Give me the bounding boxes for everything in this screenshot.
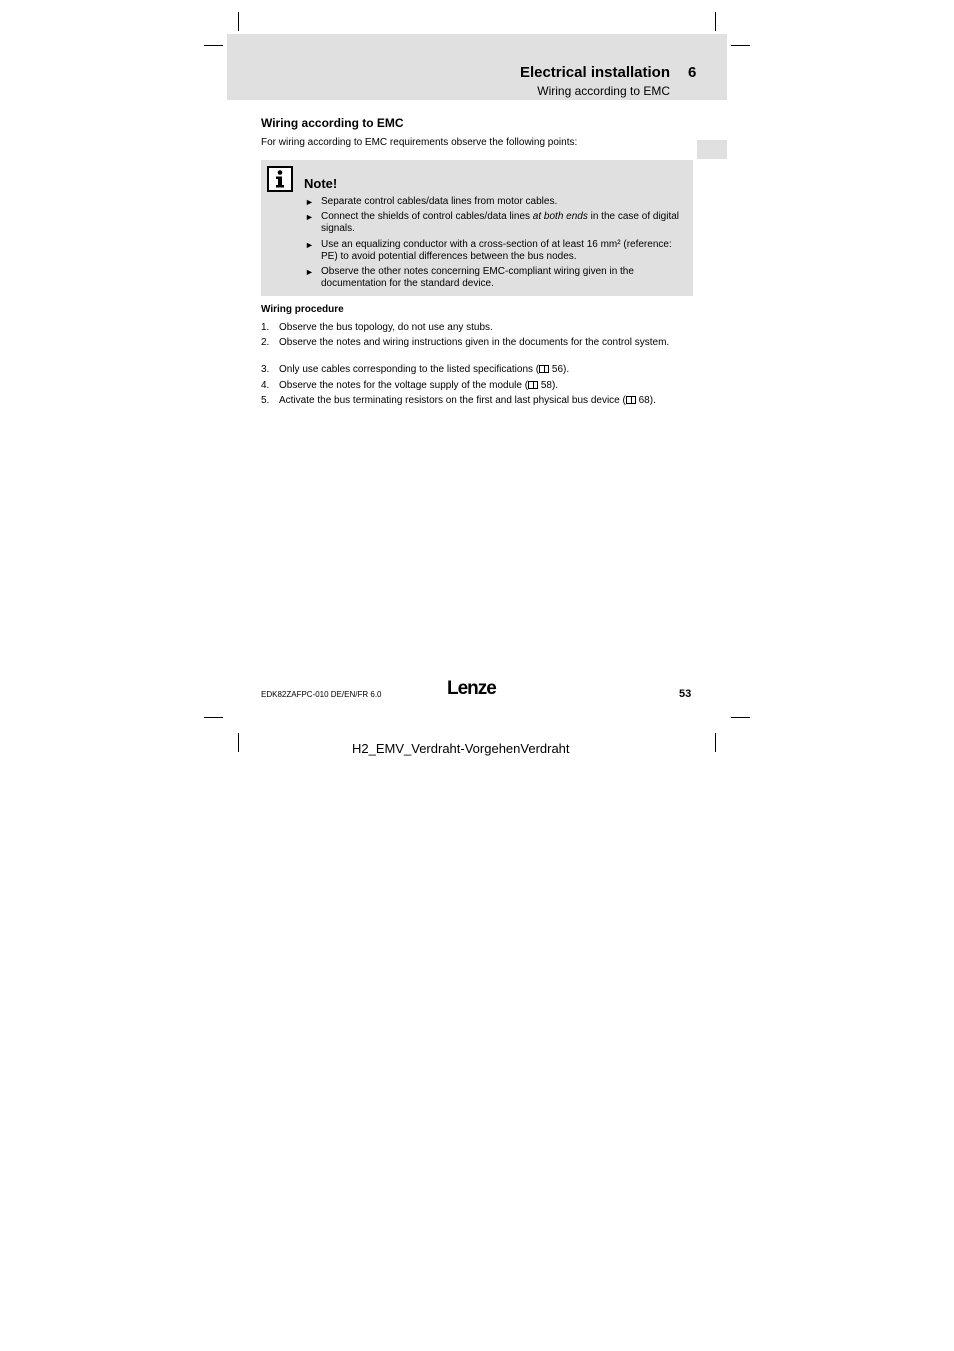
chapter-number: 6 <box>688 64 697 81</box>
procedure-step <box>261 322 681 334</box>
lenze-logo: Lenze <box>447 678 496 699</box>
book-icon <box>626 396 636 404</box>
chapter-title: Electrical installation <box>519 64 670 81</box>
step-text: Observe the notes for the voltage supply of the module ( 58). <box>279 380 559 391</box>
step-number: 2. <box>261 337 270 348</box>
page-reference[interactable]: 68 <box>635 395 650 406</box>
procedure-heading: Wiring procedure <box>261 304 344 315</box>
crop-mark <box>731 717 750 718</box>
intro-text: For wiring according to EMC requirements observe the following points: <box>261 137 578 148</box>
crop-mark <box>731 45 750 46</box>
document-id: EDK82ZAFPC-010 DE/EN/FR 6.0 <box>261 690 382 699</box>
crop-mark <box>238 733 239 752</box>
emphasis-text: at both ends <box>532 211 588 222</box>
info-icon <box>267 166 293 192</box>
crop-mark <box>715 733 716 752</box>
page-reference[interactable]: 56 <box>549 364 564 375</box>
side-tab <box>697 140 727 159</box>
note-item-text: Use an equalizing conductor with a cross-section of at least 16 mm² (reference: PE) to avoid potential differences between the bus nodes. <box>321 239 672 262</box>
step-text: Only use cables corresponding to the listed specifications ( 56). <box>279 364 570 375</box>
crop-mark <box>204 717 223 718</box>
note-title: Note! <box>304 176 338 191</box>
book-icon <box>539 365 549 373</box>
crop-mark <box>715 12 716 31</box>
bullet-arrow-icon: ► <box>305 212 314 222</box>
book-icon <box>528 381 538 389</box>
crop-mark <box>238 12 239 31</box>
note-item <box>305 211 685 235</box>
file-name: H2_EMV_Verdraht-VorgehenVerdraht <box>352 741 570 756</box>
step-text: Observe the bus topology, do not use any stubs. <box>279 322 493 333</box>
step-number: 5. <box>261 395 270 406</box>
chapter-subtitle: Wiring according to EMC <box>537 84 670 98</box>
procedure-step <box>261 380 681 392</box>
bullet-arrow-icon: ► <box>305 267 314 277</box>
note-item <box>305 266 685 290</box>
page-number: 53 <box>679 688 692 700</box>
note-item-text: Observe the other notes concerning EMC-compliant wiring given in the documentation for the standard device. <box>321 266 634 289</box>
procedure-step <box>261 395 681 407</box>
bullet-arrow-icon: ► <box>305 197 314 207</box>
step-text: Activate the bus terminating resistors on the first and last physical bus device ( 68). <box>279 395 656 406</box>
section-heading: Wiring according to EMC <box>261 116 404 130</box>
page-reference[interactable]: 58 <box>538 380 552 391</box>
step-text: Observe the notes and wiring instructions given in the documents for the control system. <box>279 337 670 348</box>
note-item-text: Separate control cables/data lines from motor cables. <box>321 196 558 207</box>
note-box <box>261 160 693 296</box>
bullet-arrow-icon: ► <box>305 240 314 250</box>
procedure-step <box>261 337 681 349</box>
procedure-step <box>261 364 681 376</box>
note-item <box>305 196 685 208</box>
crop-mark <box>204 45 223 46</box>
note-item <box>305 239 685 263</box>
step-number: 1. <box>261 322 270 333</box>
note-item-text: Connect the shields of control cables/data lines at both ends in the case of digital signals. <box>321 211 680 234</box>
step-number: 4. <box>261 380 270 391</box>
step-number: 3. <box>261 364 270 375</box>
